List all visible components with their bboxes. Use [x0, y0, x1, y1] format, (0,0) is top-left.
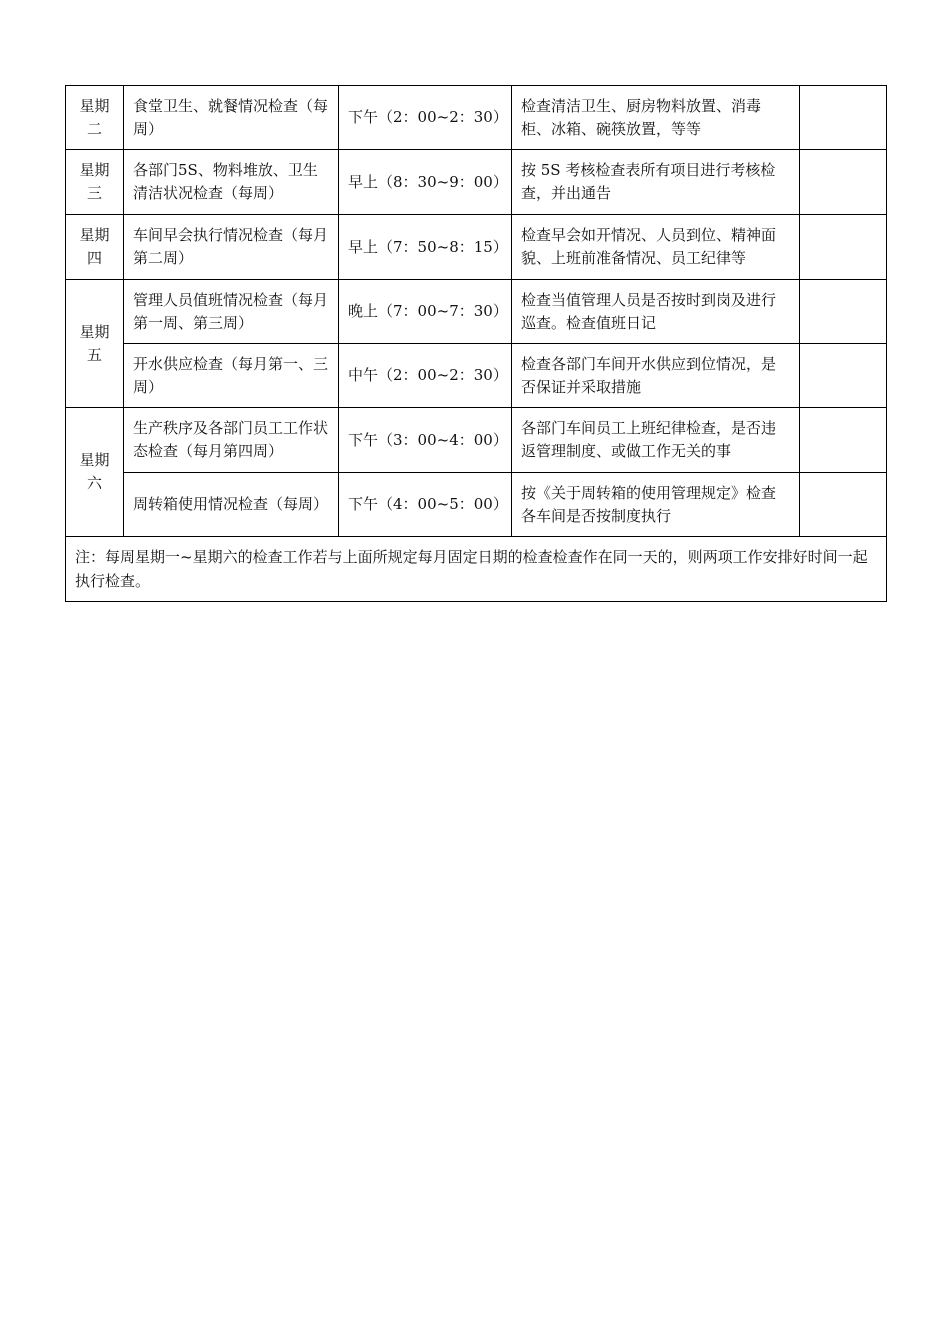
inspection-schedule-table: [65, 85, 887, 602]
day-label: 星期: [79, 451, 110, 469]
item-cell: 管理人员值班情况检查（每月第一周、第三周）: [124, 280, 339, 344]
item-cell: 开水供应检查（每月第一、三周）: [124, 344, 339, 408]
content-cell: 各部门车间员工上班纪律检查，是否违返管理制度、或做工作无关的事: [512, 408, 800, 473]
day-label: 星期: [79, 322, 110, 341]
table-row: [66, 86, 887, 150]
day-cell: [66, 86, 124, 150]
day-label: 三: [86, 184, 102, 202]
day-cell: [66, 215, 124, 280]
content-cell: 检查当值管理人员是否按时到岗及进行巡查。检查值班日记: [512, 280, 800, 344]
day-cell: [66, 150, 124, 215]
time-cell: 下午（3：00~4：00）: [339, 408, 512, 473]
remark-cell: [800, 280, 887, 344]
item-cell: 车间早会执行情况检查（每月第二周）: [124, 215, 339, 280]
table-row: [66, 408, 887, 473]
remark-cell: [800, 344, 887, 408]
remark-cell: [800, 86, 887, 150]
table-row: [66, 473, 887, 537]
time-cell: 早上（7：50~8：15）: [339, 215, 512, 280]
time-cell: 下午（2：00~2：30）: [339, 86, 512, 150]
day-cell: [66, 280, 124, 408]
time-cell: 晚上（7：00~7：30）: [339, 280, 512, 344]
content-cell: 检查各部门车间开水供应到位情况，是否保证并采取措施: [512, 344, 800, 408]
time-cell: 中午（2：00~2：30）: [339, 344, 512, 408]
content-cell: 检查早会如开情况、人员到位、精神面貌、上班前准备情况、员工纪律等: [512, 215, 800, 280]
day-label: 五: [86, 345, 102, 364]
item-cell: 食堂卫生、就餐情况检查（每周）: [124, 86, 339, 150]
time-cell: 早上（8：30~9：00）: [339, 150, 512, 215]
remark-cell: [800, 150, 887, 215]
day-label: 星期: [79, 161, 110, 179]
time-cell: 下午（4：00~5：00）: [339, 473, 512, 537]
note-cell: 注：每周星期一~星期六的检查工作若与上面所规定每月固定日期的检查检查作在同一天的，则两项工作安排好时间一起执行检查。: [66, 537, 887, 602]
table-row: [66, 344, 887, 408]
day-label: 星期: [79, 96, 110, 115]
remark-cell: [800, 215, 887, 280]
table-row: [66, 150, 887, 215]
item-cell: 周转箱使用情况检查（每周）: [124, 473, 339, 537]
item-cell: 各部门5S、物料堆放、卫生清洁状况检查（每周）: [124, 150, 339, 215]
content-cell: 按《关于周转箱的使用管理规定》检查各车间是否按制度执行: [512, 473, 800, 537]
content-cell: 按 5S 考核检查表所有项目进行考核检查，并出通告: [512, 150, 800, 215]
day-label: 四: [86, 249, 102, 267]
table-row: [66, 280, 887, 344]
day-label: 二: [86, 119, 102, 138]
remark-cell: [800, 408, 887, 473]
day-cell: [66, 408, 124, 537]
item-cell: 生产秩序及各部门员工工作状态检查（每月第四周）: [124, 408, 339, 473]
note-row: [66, 537, 887, 602]
day-label: 星期: [79, 226, 110, 244]
content-cell: 检查清洁卫生、厨房物料放置、消毒柜、冰箱、碗筷放置，等等: [512, 86, 800, 150]
remark-cell: [800, 473, 887, 537]
day-label: 六: [86, 474, 102, 492]
table-row: [66, 215, 887, 280]
